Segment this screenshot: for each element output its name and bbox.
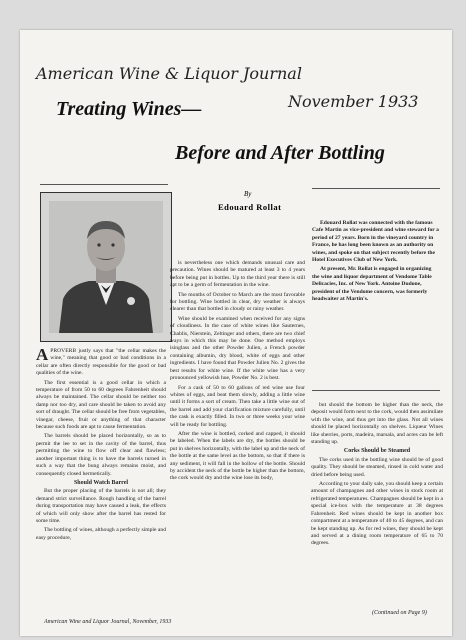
continued-note: (Continued on Page 9) <box>372 610 427 616</box>
article-column-1 <box>36 345 166 544</box>
paragraph: According to your daily sale, you should keep a certain amount of champagnes and other wines in stock room at refrigerated temperatures. Champagnes should be kept in a special ice-box with the temperature at 38 degrees Fahrenheit. Red wines should be kept in another box compartment at a temperature of 40 to 45 degrees, and can be kept standing up. As for red wines, they should be kept and served at a dining room temperature of 65 to 70 degrees. <box>311 481 443 547</box>
article-title-line1: Treating Wines— <box>56 98 202 120</box>
paragraph: Wine should be examined when received for any signs of cloudiness. In the case of white wines like Sauternes, Chablis, Nierstein, Zeltinger and others, there are two chief ways in which this may be done. One method employs isinglass and the other Powder Julien, a French powder containing albumin, dry blood, white of eggs and other ingredients. I have found that Powder Julien No. 2 gives the best results for white wine. If the white wine has a very pronounced yellowish hue, Powder No. 2 is best. <box>170 315 305 382</box>
article-title-line2: Before and After Bottling <box>175 142 385 164</box>
bio-paragraph: Edouard Rollat was connected with the famous Cafe Martin as vice-president and wine steward for a period of 27 years. Born in the vineyard country in France, he has long been known as an authority on wines, and spoke on that subject recently before the Hotel Executives Club of New York. <box>312 220 439 264</box>
paragraph: For a cask of 50 to 60 gallons of red wine use four whites of eggs, and beat them slowly, adding a little wine until it forms a sort of cream. Then take a little wine out of the barrel and add your clarification mixture carefully, until the cask is exactly filled. In two or three weeks your wine will be ready for bottling. <box>170 384 305 428</box>
paragraph: PROVERB justly says that "the cellar makes the wine," meaning that good or bad conditions in a cellar are often directly responsible for the good or bad qualities of the wine. <box>36 348 166 377</box>
subheading: Corks Should be Steamed <box>343 448 411 455</box>
paragraph: But the proper placing of the barrels is not all; they demand strict surveillance. Rough handling of the barrel during transportation may have caused a leak, the effects of which will only show after the barrel has rested for some time. <box>36 488 166 524</box>
divider <box>40 184 168 185</box>
handwritten-publication: American Wine & Liquor Journal <box>36 64 302 83</box>
page-footer: American Wine and Liquor Journal, November, 1933 <box>44 619 172 625</box>
paragraph: After the wine is bottled, corked and capped, it should be labeled. When the labels are dry, the bottles should be put in shelves horizontally, with the label up and the neck of the bottle at the same level as the bottom, so that if there is any sediment, it will fall in the hollow of the bottle. Should by accident the neck of the bottle be higher than the bottom, the cork would dry and the wine lose its body, <box>170 430 305 482</box>
author-photo <box>40 192 172 342</box>
author-bio <box>312 220 440 305</box>
byline-by: By <box>244 190 252 198</box>
bio-paragraph: At present, Mr. Rollat is engaged in organizing the wine and liquor department of Vendome Table Delicacies, Inc. of New York. Antoine Dudone, president of the Vendome concern, was formerly headwaiter at Martin's. <box>312 266 432 303</box>
paragraph: is nevertheless one which demands unusual care and precaution. Wines should be matured at least 3 to 4 years before being put in bottles. Up to the third year there is still apt to be a germ of fermentation in the wine. <box>170 260 305 289</box>
subheading: Should Watch Barrel <box>73 479 129 486</box>
document-page <box>20 30 452 636</box>
drop-cap: A <box>36 345 49 364</box>
article-column-3 <box>311 402 443 550</box>
divider <box>312 188 440 189</box>
article-column-2 <box>170 260 305 485</box>
paragraph: The barrels should be placed horizontally, so as to permit the lee to set in the cavity of the barrel, thus permitting the wine to flow off clear and flawless; another important thing is to have the barrels turned in such a way that the bung always remains moist, and consequently closed hermetically. <box>36 433 166 477</box>
paragraph: but should the bottom be higher than the neck, the deposit would form next to the cork, would then assimilate with the wine, and thus get into the glass. Not all wines should be placed horizontally on shelves. Liqueur Wines like sherries, ports, madeira, marsala, and acres can be left standing up. <box>311 402 443 446</box>
handwritten-date: November 1933 <box>288 92 419 111</box>
byline-author: Edouard Rollat <box>218 202 282 212</box>
paragraph: The corks used in the bottling wine should be of good quality. They should be steamed, rinsed in cold water and dried before being used. <box>311 456 443 478</box>
paragraph: The bottling of wines, although a perfectly simple and easy procedure, <box>36 527 166 541</box>
paragraph: The months of October to March are the most favorable for bottling. Wine bottled in clear, dry weather is always clearer than that bottled in cloudy or rainy weather. <box>170 291 305 313</box>
portrait-image <box>49 201 163 333</box>
paragraph: The first essential is a good cellar in which a temperature of from 50 to 60 degrees Fahrenheit should always be maintained. The cellar should be neither too damp nor too dry, and care should be taken to avoid any sort of draught. The cellar should be free from vegetables, vinegar, cheese, fruit or anything of that character because such foods are apt to cause fermentation. <box>36 379 166 431</box>
divider <box>312 390 440 391</box>
